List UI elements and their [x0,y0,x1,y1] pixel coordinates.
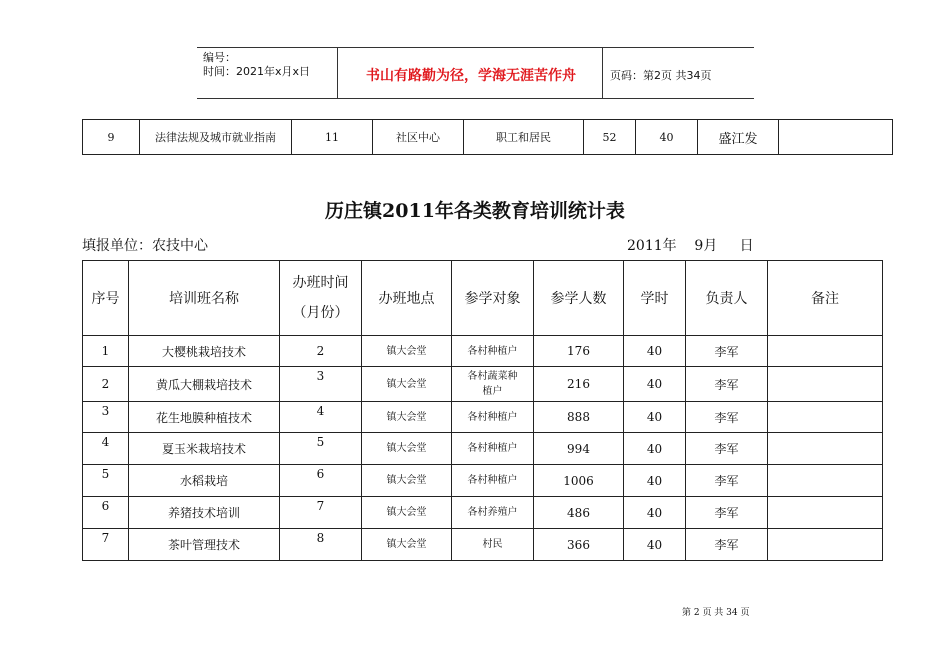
cell-place: 镇大会堂 [362,433,452,465]
cell-leader: 李军 [686,336,768,367]
previous-table-row [82,119,893,155]
cell-hours: 40 [636,120,698,155]
header-divider [602,48,603,98]
table-row [83,497,883,529]
header-time-line2: （月份） [292,305,349,321]
cell-name: 养猪技术培训 [129,497,280,529]
cell-no: 7 [83,529,129,561]
cell-no: 6 [83,497,129,529]
cell-name: 夏玉米栽培技术 [129,433,280,465]
training-stats-table [82,260,883,561]
cell-count: 1006 [534,465,624,497]
cell-remark [779,120,893,155]
report-date: 2011年 9月 日 [627,238,754,254]
table-row [83,367,883,402]
cell-remark [768,433,883,465]
header-meta [203,51,310,79]
table-row [83,402,883,433]
cell-no: 5 [83,465,129,497]
cell-count: 216 [534,367,624,402]
cell-leader: 盛江发 [698,120,779,155]
cell-no: 4 [83,433,129,465]
cell-month: 4 [280,402,362,433]
header-page-info: 页码：第2页 共34页 [610,69,712,82]
header-divider [337,48,338,98]
cell-count: 486 [534,497,624,529]
cell-name: 法律法规及城市就业指南 [140,120,292,155]
cell-hours: 40 [624,497,686,529]
cell-name: 大樱桃栽培技术 [129,336,280,367]
header-motto: 书山有路勤为径，学海无涯苦作舟 [366,68,576,84]
header-count: 参学人数 [534,261,624,336]
cell-place: 镇大会堂 [362,529,452,561]
header-time [280,261,362,336]
table-row [83,433,883,465]
table-row [83,336,883,367]
cell-place: 镇大会堂 [362,402,452,433]
cell-target: 村民 [452,529,534,561]
cell-remark [768,465,883,497]
cell-remark [768,529,883,561]
page-footer: 第 2 页 共 34 页 [682,608,750,618]
header-remark: 备注 [768,261,883,336]
cell-month: 3 [280,367,362,402]
cell-count: 366 [534,529,624,561]
reporting-unit: 填报单位：农技中心 [82,238,208,254]
cell-place: 社区中心 [373,120,464,155]
header-place: 办班地点 [362,261,452,336]
cell-target: 各村种植户 [452,433,534,465]
cell-count: 888 [534,402,624,433]
table-header-row [83,261,883,336]
cell-place: 镇大会堂 [362,336,452,367]
header-name: 培训班名称 [129,261,280,336]
cell-count: 176 [534,336,624,367]
cell-hours: 40 [624,336,686,367]
cell-remark [768,402,883,433]
cell-month: 2 [280,336,362,367]
cell-name: 黄瓜大棚栽培技术 [129,367,280,402]
cell-remark [768,336,883,367]
cell-month: 6 [280,465,362,497]
cell-no: 1 [83,336,129,367]
cell-hours: 40 [624,402,686,433]
cell-month: 5 [280,433,362,465]
cell-hours: 40 [624,367,686,402]
cell-place: 镇大会堂 [362,497,452,529]
header-hours: 学时 [624,261,686,336]
cell-target: 各村养殖户 [452,497,534,529]
header-number: 编号： [203,51,236,64]
cell-name: 水稻栽培 [129,465,280,497]
cell-target: 各村种植户 [452,402,534,433]
cell-month: 8 [280,529,362,561]
cell-leader: 李军 [686,465,768,497]
cell-name: 花生地膜种植技术 [129,402,280,433]
header-no: 序号 [83,261,129,336]
cell-leader: 李军 [686,529,768,561]
header-time: 时间：2021年x月x日 [203,65,311,78]
cell-count: 994 [534,433,624,465]
header-target: 参学对象 [452,261,534,336]
cell-month: 7 [280,497,362,529]
cell-leader: 李军 [686,367,768,402]
cell-target: 各村种植户 [452,336,534,367]
table-row [83,120,893,155]
cell-remark [768,497,883,529]
cell-no: 9 [83,120,140,155]
cell-name: 茶叶管理技术 [129,529,280,561]
cell-month: 11 [292,120,373,155]
cell-hours: 40 [624,433,686,465]
cell-target: 职工和居民 [464,120,584,155]
table-row [83,529,883,561]
cell-no: 3 [83,402,129,433]
cell-target: 各村种植户 [452,465,534,497]
page-header [197,47,754,99]
cell-leader: 李军 [686,402,768,433]
cell-target: 各村蔬菜种植户 [452,367,534,402]
header-time-line1: 办班时间 [292,275,349,291]
document-title: 历庄镇2011年各类教育培训统计表 [325,200,625,222]
header-leader: 负责人 [686,261,768,336]
cell-leader: 李军 [686,433,768,465]
cell-count: 52 [584,120,636,155]
cell-remark [768,367,883,402]
cell-leader: 李军 [686,497,768,529]
cell-hours: 40 [624,529,686,561]
table-row [83,465,883,497]
cell-place: 镇大会堂 [362,465,452,497]
cell-no: 2 [83,367,129,402]
cell-hours: 40 [624,465,686,497]
cell-place: 镇大会堂 [362,367,452,402]
